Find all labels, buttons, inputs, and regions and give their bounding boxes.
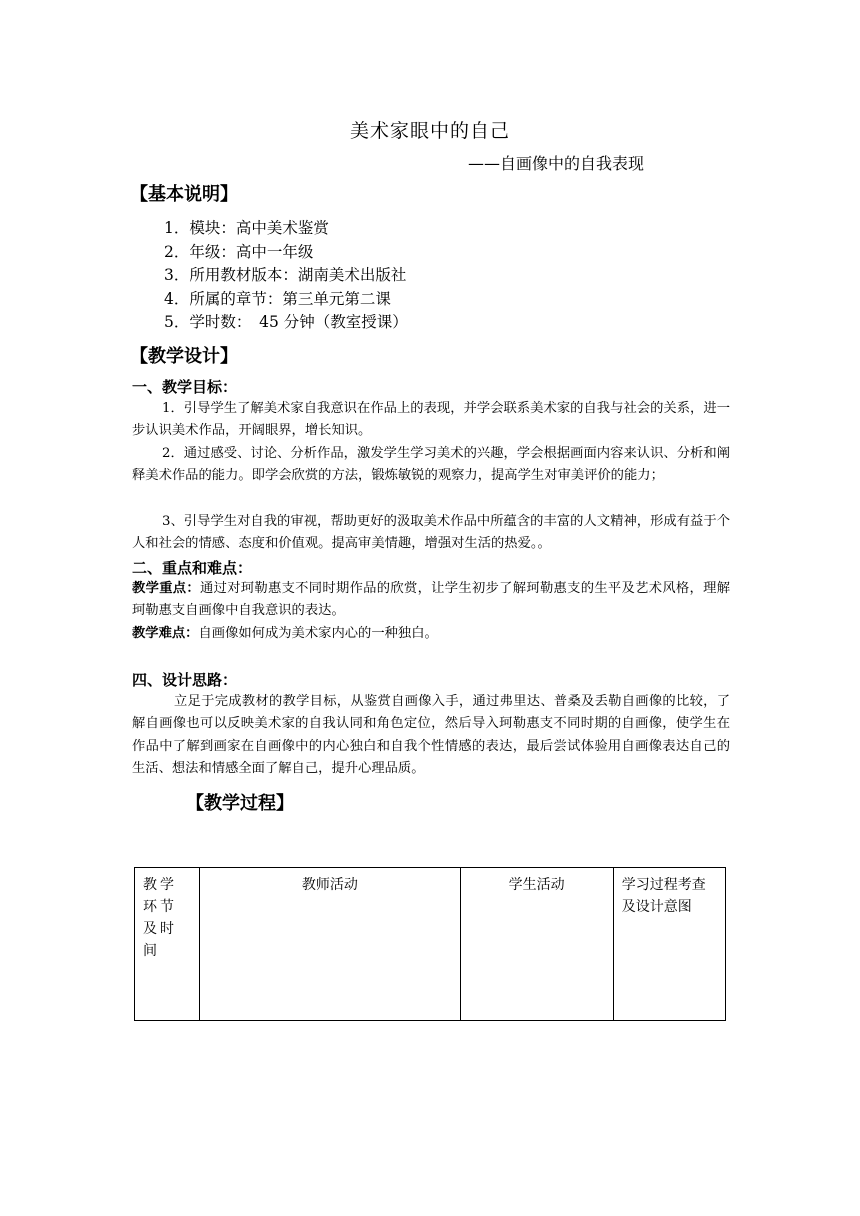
table-header-row <box>135 868 726 1021</box>
basic-info-list <box>164 217 408 335</box>
basic-info-item: 3．所用教材版本：湖南美术出版社 <box>164 266 407 284</box>
table-header-cell: 教师活动 <box>200 868 460 1021</box>
design-idea-heading: 四、设计思路： <box>132 671 238 689</box>
basic-info-heading: 【基本说明】 <box>130 184 238 205</box>
goal-paragraph: 3、引导学生对自我的审视，帮助更好的汲取美术作品中所蕴含的丰富的人文精神，形成有益于个人和社会的情感、态度和价值观。提高审美情趣，增强对生活的热爱。。 <box>132 514 730 552</box>
basic-info-item: 4．所属的章节：第三单元第二课 <box>164 289 391 308</box>
difficulty-label: 教学难点： <box>132 626 199 641</box>
design-idea-paragraph: 立足于完成教材的教学目标，从鉴赏自画像入手，通过弗里达、普桑及丢勒自画像的比较，了解自画像也可以反映美术家的自我认同和角色定位，然后导入珂勒惠支不同时期的自画像，使学生在作品中了解到画家在自画像中的内心独白和自我个性情感的表达，最后尝试体验用自画像表达自己的生活、想法和情感全面了解自己，提升心理品质。 <box>132 694 730 776</box>
page-subtitle: ——自画像中的自我表现 <box>468 154 645 173</box>
key-point-paragraph <box>132 578 730 623</box>
table-header-cell: 学生活动 <box>460 868 613 1021</box>
goal-paragraph: 1．引导学生了解美术家自我意识在作品上的表现，并学会联系美术家的自我与社会的关系，进一步认识美术作品，开阔眼界，增长知识。 <box>132 401 730 439</box>
key-point-label: 教学重点： <box>132 581 200 596</box>
teaching-design-heading: 【教学设计】 <box>130 346 238 367</box>
table-header-cell: 学习过程考查及设计意图 <box>613 868 725 1021</box>
basic-info-item: 1．模块：高中美术鉴赏 <box>164 219 329 237</box>
basic-info-item: 5．学时数： 45 分钟（教室授课） <box>164 313 408 331</box>
teaching-process-heading: 【教学过程】 <box>186 793 294 814</box>
table-header-cell: 教学环节及时间 <box>135 868 200 1021</box>
page-title: 美术家眼中的自己 <box>349 120 510 142</box>
difficulty-text: 自画像如何成为美术家内心的一种独白。 <box>198 626 438 641</box>
basic-info-item: 2．年级：高中一年级 <box>164 242 314 261</box>
goals-heading: 一、教学目标： <box>132 378 238 396</box>
key-points-heading: 二、重点和难点： <box>132 559 253 577</box>
difficulty-paragraph <box>132 623 730 645</box>
key-point-text: 通过对珂勒惠支不同时期作品的欣赏，让学生初步了解珂勒惠支的生平及艺术风格，理解珂勒惠支自画像中自我意识的表达。 <box>132 581 731 619</box>
teaching-process-table <box>134 867 726 1021</box>
goal-paragraph: 2．通过感受、讨论、分析作品，激发学生学习美术的兴趣，学会根据画面内容来认识、分析和阐释美术作品的能力。即学会欣赏的方法，锻炼敏锐的观察力，提高学生对审美评价的能力； <box>132 446 730 484</box>
